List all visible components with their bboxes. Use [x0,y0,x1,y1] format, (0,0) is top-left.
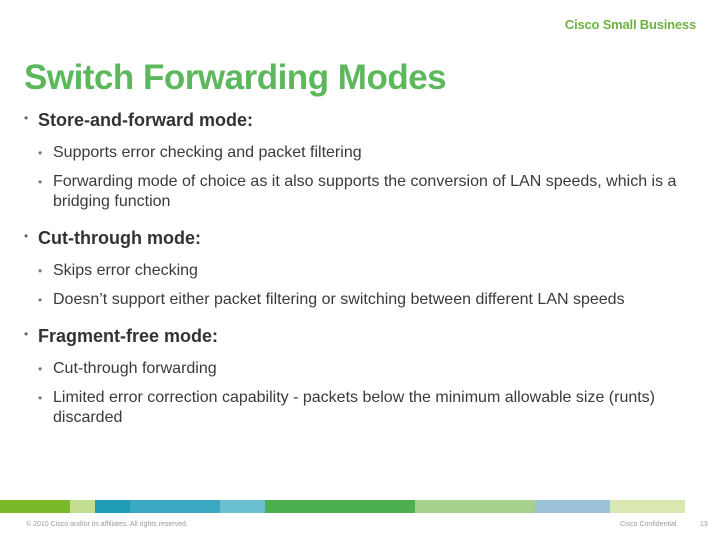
bullet-icon: • [38,175,43,189]
bullet-icon: • [24,229,29,243]
footer-bar-segment [415,500,535,513]
brand-logo: Cisco Small Business [564,17,696,32]
section-heading [24,326,694,347]
footer-color-bar [0,500,720,513]
footer-bar-segment [0,500,70,513]
bullet-icon: • [38,293,43,307]
list-item [24,359,694,379]
bullet-list [24,110,694,444]
list-item [24,172,694,212]
copyright-text: © 2010 Cisco and/or its affiliates. All rights reserved. [26,521,188,528]
bullet-icon: • [38,146,43,160]
item-text: Supports error checking and packet filtering [53,144,362,161]
footer-bar-segment [535,500,610,513]
footer-bar-segment [610,500,685,513]
bullet-icon: • [38,391,43,405]
list-item [24,143,694,163]
section-fragment-free [24,326,694,428]
item-text: Doesn’t support either packet filtering or switching between different LAN speeds [53,291,625,308]
slide-title: Switch Forwarding Modes [24,58,447,97]
section-heading [24,228,694,249]
section-store-and-forward [24,110,694,212]
bullet-icon: • [38,264,43,278]
footer-bar-segment [130,500,220,513]
footer-bar-segment [70,500,95,513]
item-text: Limited error correction capability - packets below the minimum allowable size (runts) discarded [53,389,656,426]
page-number: 13 [700,521,708,528]
heading-text: Fragment-free mode: [38,326,219,346]
footer-bar-segment [220,500,265,513]
item-text: Skips error checking [53,262,198,279]
section-cut-through [24,228,694,310]
footer-bar-segment [95,500,130,513]
bullet-icon: • [38,362,43,376]
item-text: Cut-through forwarding [53,360,217,377]
list-item [24,290,694,310]
list-item [24,261,694,281]
heading-text: Cut-through mode: [38,228,201,248]
item-text: Forwarding mode of choice as it also supports the conversion of LAN speeds, which is a bridging function [53,173,677,210]
footer-bar-segment [265,500,415,513]
heading-text: Store-and-forward mode: [38,110,254,130]
bullet-icon: • [24,111,29,125]
footer-bar-segment [685,500,720,513]
bullet-icon: • [24,327,29,341]
list-item [24,388,694,428]
section-heading [24,110,694,131]
confidential-label: Cisco Confidential [620,521,677,528]
